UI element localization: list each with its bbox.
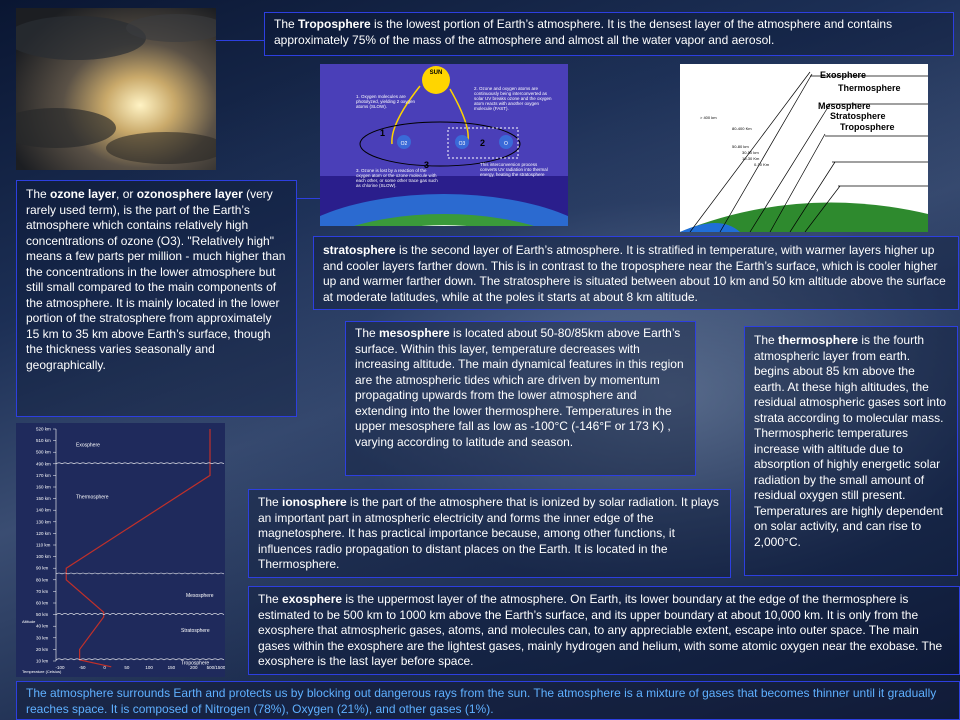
chart-layer-label: Mesosphere bbox=[186, 593, 214, 600]
o2-label: O2 bbox=[400, 141, 408, 147]
y-tick-label: 50 km bbox=[36, 612, 49, 618]
height-label: 0-10 Km bbox=[754, 162, 770, 167]
y-tick-label: 130 km bbox=[36, 519, 51, 525]
step-2-number: 2 bbox=[480, 138, 486, 148]
thermosphere-box bbox=[744, 326, 958, 576]
height-label: 50-80 km bbox=[732, 144, 749, 149]
x-tick-label: 100 bbox=[145, 665, 153, 670]
y-tick-label: 110 km bbox=[36, 542, 51, 548]
ozone-text: (very rarely used term), is the part of the Earth’s atmosphere which contains relatively high concentrations of ozone (O3). "Relatively high" means a few parts per million - much higher than the concentrations in the lower atmosphere but still small compared to the main components of the atmosphere. It is mainly located in the lower portion of the stratosphere from approximately 15 km to 35 km above Earth’s surface, though the thickness varies seasonally and geographically. bbox=[26, 187, 286, 372]
thermosphere-term: thermosphere bbox=[778, 333, 859, 347]
x-tick-label: -100 bbox=[55, 665, 65, 670]
y-tick-label: 30 km bbox=[36, 635, 49, 641]
ionosphere-term: ionosphere bbox=[282, 495, 347, 509]
step-3-number: 3 bbox=[424, 160, 430, 170]
y-tick-label: 510 km bbox=[36, 438, 51, 444]
layer-boundary bbox=[56, 573, 224, 574]
y-tick-label: 140 km bbox=[36, 507, 51, 513]
x-tick-label: -50 bbox=[79, 665, 86, 670]
exosphere-text: is the uppermost layer of the atmosphere. On Earth, its lower boundary at the edge of the thermosphere is estimated to be 500 km to 1000 km above the Earth’s surface, and its upper boundary at about 10,000 km. It is only from the exosphere that atmospheric gases, atoms, and molecules can, to any appreciable extent, escape into outer space. The main gases within the exosphere are the lightest gases, mainly hydrogen and helium, with some atomic oxygen near the exobase. The exosphere is the last layer before space. bbox=[258, 592, 943, 668]
y-tick-label: 520 km bbox=[36, 426, 51, 432]
chart-layer-label: Thermosphere bbox=[76, 494, 109, 501]
layer-boundary bbox=[56, 463, 224, 464]
exosphere-term: exosphere bbox=[282, 592, 343, 606]
sky-photo bbox=[16, 8, 216, 170]
height-label: 10-30 Km bbox=[742, 156, 760, 161]
connector-line bbox=[297, 198, 320, 199]
height-label: 80-400 Km bbox=[732, 126, 752, 131]
y-tick-label: 80 km bbox=[36, 577, 49, 583]
o3-label: O3 bbox=[458, 141, 466, 147]
chart-layer-label: Exosphere bbox=[76, 442, 100, 449]
stratosphere-text: is the second layer of Earth’s atmosphere. It is stratified in temperature, with warmer layers higher up and cooler layers farther down. This is in contrast to the troposphere near the Earth’s surface, which is cooler higher up and warmer farther down. The stratosphere is situated between about 10 km and 50 km altitude above the surface at moderate latitudes, while at the poles it starts at about 8 km altitude. bbox=[323, 243, 946, 304]
article-word: The bbox=[258, 592, 283, 606]
y-tick-label: 500 km bbox=[36, 449, 51, 455]
mesosphere-box bbox=[345, 321, 696, 476]
chart-layer-label: Troposphere bbox=[181, 660, 210, 667]
ozonosphere-term: ozonosphere layer bbox=[136, 187, 243, 201]
x-tick-label: 150 bbox=[167, 665, 176, 670]
y-tick-label: 70 km bbox=[36, 588, 49, 594]
ozone-mid: , or bbox=[116, 187, 137, 201]
ozone-cycle-diagram bbox=[320, 64, 568, 226]
y-tick-label: 20 km bbox=[36, 646, 49, 652]
troposphere-text: is the lowest portion of Earth’s atmosphere. It is the densest layer of the atmosphere and contains approximately 75% of the mass of the atmosphere and almost all the water vapor and aerosol. bbox=[274, 17, 893, 47]
chart-layer-label: Stratosphere bbox=[181, 628, 210, 634]
height-label: 30-50 km bbox=[742, 150, 759, 155]
layer-label: Mesosphere bbox=[818, 101, 871, 111]
step-1-text: 1. Oxygen molecules are photolyzed, yielding 2 oxygen atoms (SLOW). bbox=[356, 94, 416, 109]
x-axis-label: Temperature (Celsius) bbox=[22, 669, 62, 674]
y-tick-label: 10 km bbox=[36, 658, 49, 664]
y-tick-label: 100 km bbox=[36, 554, 51, 560]
stratosphere-term: stratosphere bbox=[323, 243, 396, 257]
article-word: The bbox=[355, 326, 380, 340]
y-tick-label: 150 km bbox=[36, 496, 51, 502]
diagram-note: This interconversion process converts UV radiation into thermal energy, heating the stratosphere bbox=[480, 162, 548, 177]
exosphere-box bbox=[248, 586, 960, 675]
step-3-text: 3. Ozone is lost by a reaction of the oxygen atom or the ozone molecule with each other, or some other trace gas such as chlorine (SLOW). bbox=[356, 168, 438, 188]
summary-text: The atmosphere surrounds Earth and protects us by blocking out dangerous rays from the sun. The atmosphere is a mixture of gases that becomes thinner until it gradually reaches space. It is composed of Nitrogen (78%), Oxygen (21%), and other gases (1%). bbox=[26, 686, 937, 716]
y-axis-label: Altitude bbox=[22, 619, 36, 624]
mesosphere-term: mesosphere bbox=[379, 326, 450, 340]
article-word: The bbox=[258, 495, 283, 509]
layer-label: Thermosphere bbox=[838, 83, 901, 93]
temperature-profile-chart bbox=[16, 423, 225, 677]
step-1-number: 1 bbox=[380, 128, 386, 138]
article-word: The bbox=[754, 333, 779, 347]
article-word: The bbox=[274, 17, 299, 31]
ionosphere-text: is the part of the atmosphere that is ionized by solar radiation. It plays an important part in atmospheric electricity and forms the inner edge of the magnetosphere. It has practical importance because, among other functions, it influences radio propagation to distant places on the Earth. It is located in the Thermosphere. bbox=[258, 495, 719, 571]
troposphere-box bbox=[264, 12, 954, 56]
connector-line bbox=[216, 40, 265, 41]
ionosphere-box bbox=[248, 489, 731, 578]
x-tick-label: 500/1500 bbox=[206, 665, 225, 670]
x-tick-label: 0 bbox=[103, 665, 106, 670]
stratosphere-box bbox=[313, 236, 959, 310]
y-tick-label: 170 km bbox=[36, 472, 51, 478]
step-2-text: 2. Ozone and oxygen atoms are continuously being interconverted as solar UV breaks ozone and the oxygen atom reacts with another oxygen molecule (FAST). bbox=[474, 86, 552, 111]
thermosphere-text: is the fourth atmospheric layer from earth. begins about 85 km above the earth. At these high altitudes, the residual atmospheric gases sort into strata according to molecular mass. Thermospheric temperatures increase with altitude due to absorption of highly energetic solar radiation by the small amount of residual oxygen still present. Temperatures are highly dependent on solar activity, and can rise to 2,000°C. bbox=[754, 333, 947, 549]
layer-label: Stratosphere bbox=[830, 111, 886, 121]
layer-label: Exosphere bbox=[820, 70, 867, 80]
troposphere-term: Troposphere bbox=[298, 17, 371, 31]
y-tick-label: 160 km bbox=[36, 484, 51, 490]
layer-label: Troposphere bbox=[840, 122, 895, 132]
layer-boundary bbox=[56, 614, 224, 615]
height-label: > 400 km bbox=[700, 115, 717, 120]
o-label: O bbox=[504, 141, 508, 147]
y-tick-label: 120 km bbox=[36, 530, 51, 536]
atmosphere-summary bbox=[16, 681, 960, 720]
y-tick-label: 60 km bbox=[36, 600, 49, 606]
ozone-prefix: The bbox=[26, 187, 51, 201]
y-tick-label: 90 km bbox=[36, 565, 49, 571]
ozone-term: ozone layer bbox=[50, 187, 117, 201]
diagram-sun-label: SUN bbox=[429, 70, 443, 76]
mesosphere-text: is located about 50-80/85km above Earth’s surface. Within this layer, temperature decreases with increasing altitude. The main dynamical features in this region are the atmospheric tides which are driven by momentum propagating upwards from the lower atmosphere and extending into the lower thermosphere. Temperatures in the upper mesosphere fall as low as -100°C (-146°F or 173 K) , varying according to latitude and season. bbox=[355, 326, 684, 449]
x-tick-label: 200 bbox=[189, 665, 198, 670]
y-tick-label: 40 km bbox=[36, 623, 49, 629]
ozone-layer-box bbox=[16, 180, 297, 417]
y-tick-label: 490 km bbox=[36, 461, 51, 467]
atmosphere-layers-diagram bbox=[680, 64, 928, 232]
x-tick-label: 50 bbox=[124, 665, 130, 670]
